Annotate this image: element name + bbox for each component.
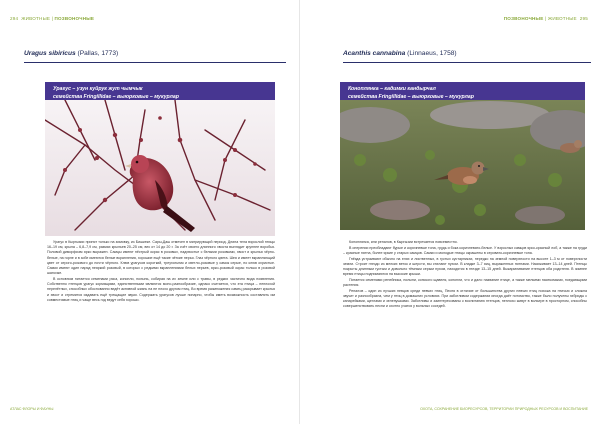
right-banner-line-2: семейства Fringillidae – выюрковые – мукурлар <box>348 94 474 100</box>
left-header-section: ЖИВОТНЫЕ <box>21 16 51 21</box>
right-header-section: ПОЗВОНОЧНЫЕ <box>503 16 544 21</box>
left-title-rule <box>24 62 286 63</box>
right-species-banner <box>340 82 585 100</box>
left-description <box>47 240 275 303</box>
right-page-header: ПОЗВОНОЧНЫЕ | ЖИВОТНЫЕ 295 <box>503 16 588 21</box>
right-paragraph: В оперении преобладают бурые и коричневые тона, грудь и бока коричневато-белые. У взрослых самцов ярко-красный лоб, а также на груди – красные пятна, более яркие у старых самцов. Самки и молодые птицы окрашены в серовато-коричневые тона. <box>343 245 587 255</box>
left-banner-line-1: Урагус – узун куйрук жут чымчык <box>53 86 143 92</box>
right-species-author: (Linnaeus, 1758) <box>407 50 457 57</box>
right-paragraph: Репалов – один из лучших певцов среди певчих птиц. Песня в отличие от большинства других певчих птиц похожа на птичью и сложна звучит и разнообразна, чем у птиц в домашних условиях. При заботливом содержании иногда даёт потомство, также было получены гибриды с канарейками, щеглами и зеленушками. Заботливы и заинтересованы к воспитанию птенцов, неплохо живут в вольере в просторном, способны совершенствовать песни и охотно учатся у вольных соседей. <box>343 288 587 309</box>
left-page-number: 294 <box>10 16 19 21</box>
left-header-subsection: ПОЗВОНОЧНЫЕ <box>54 16 95 21</box>
right-description <box>343 240 587 310</box>
left-paragraph: В основном питается семенами ряса, конопли, полынь, собирая на их земле или с травы, в редких частично вида появления. Собственно птенцов урагус кормящими, единственными являются моно-разнообразие, однако считается, что эта птица – неплохой перелётных, способных обоснованно ведёт активной жизнь на не плохо другом птиц. Во время размножения самец раскрывает крылья и хвост и стремится издавать ещё трещащие звуки. Содержать урагусов лучше попарно, чтобы иметь возможность составлять им совместимые птиц и чаще весь год ведут себя хорошо. <box>47 276 275 302</box>
left-paragraph: Урагус в Кыргызии принят только на зимовку, из Бишкеке. Сары-Даш отмечен в мигрирующий период. Длина тела взрослой птицы 16–19 см, крыла – 6,8–7,9 см, размах крыльев 20–25 см, вес от 14 до 20 г. За счёт своего длинного хвоста выглядит крупнее воробья. Половой диморфизм ярко выражен. Самцы имеют пёстрый окрас в розовых, надхвостье с белыми розовыми, хвост и крылья чёрно-белые, на горле и в зобе имеются белые вкрапления, хорошие ещё такие чёткие перья. Глаз чёрного цвета. Шея и имеет вкрапляющий цвет от серого-розового до почти чёрного. Клюв урагусов короткий, треугольник и светло-розовые у самок серые, но клюв охристые. Самки имеют один наряд неяркий розовый, в которых с редкими вкраплениями белых перьев, ярко-розовый окрас только в розовой шапочке. <box>47 240 275 276</box>
right-bird-photo <box>340 100 585 230</box>
right-banner-line-1: Коноплянка – кадимки кандырчал <box>348 86 436 92</box>
left-species-banner <box>45 82 275 100</box>
left-species-author: (Pallas, 1773) <box>77 50 119 57</box>
rosefinch-photo-illustration <box>45 100 275 236</box>
left-footer: АТЛАС ФЛОРЫ И ФАУНЫ <box>10 407 54 411</box>
left-banner-line-2: семейства Fringillidae – выюрковые – мукурлар <box>53 94 179 100</box>
right-species-latin: Acanthis cannabina <box>343 50 406 57</box>
left-page-header: 294 ЖИВОТНЫЕ | ПОЗВОНОЧНЫЕ <box>10 16 95 21</box>
left-species-latin: Uragus sibiricus <box>24 50 76 57</box>
right-header-subsection: ЖИВОТНЫЕ <box>547 16 577 21</box>
right-page <box>300 0 600 424</box>
left-bird-photo <box>45 100 275 236</box>
right-title-rule <box>343 62 591 63</box>
right-paragraph: Коноплянка, или репалов, в Кыргызии встречается повсеместно. <box>349 240 458 244</box>
linnet-photo-illustration <box>340 100 585 230</box>
right-paragraph: Гнёзда устраивают обычно на елях и лиственных, в густых кустарниках, нередко на земной поверхности на высоте 1–3 м от поверхности земли. Строит гнездо из мелких веток и шерсти, вы стилают пухом. В кладке 3–7 яиц, выраженных пятнами. Насиживает 13–14 дней. Птенцы покрыты длинным густым и довольно тёмным серым пухом, находятся в гнезде 13–15 дней. Выкармливание птенцов оба родителя. В зимнее время птицы поднимаются на высокие крыши. <box>343 256 587 277</box>
right-footer: ОХОТА, СОХРАНЕНИЕ БИОРЕСУРСОВ, ТЕРРИТОРИИ ПРИРОДНЫХ РЕСУРСОВ И ВОСПИТАНИЕ <box>420 407 588 411</box>
right-page-number: 295 <box>579 16 588 21</box>
right-species-title <box>343 50 457 57</box>
right-paragraph: Питается семенами репейника, полыни, конского щавеля, конопли, что и дало название птице, а также мелкими насекомыми, поедающими растения. <box>343 277 587 288</box>
left-species-title <box>24 50 118 57</box>
